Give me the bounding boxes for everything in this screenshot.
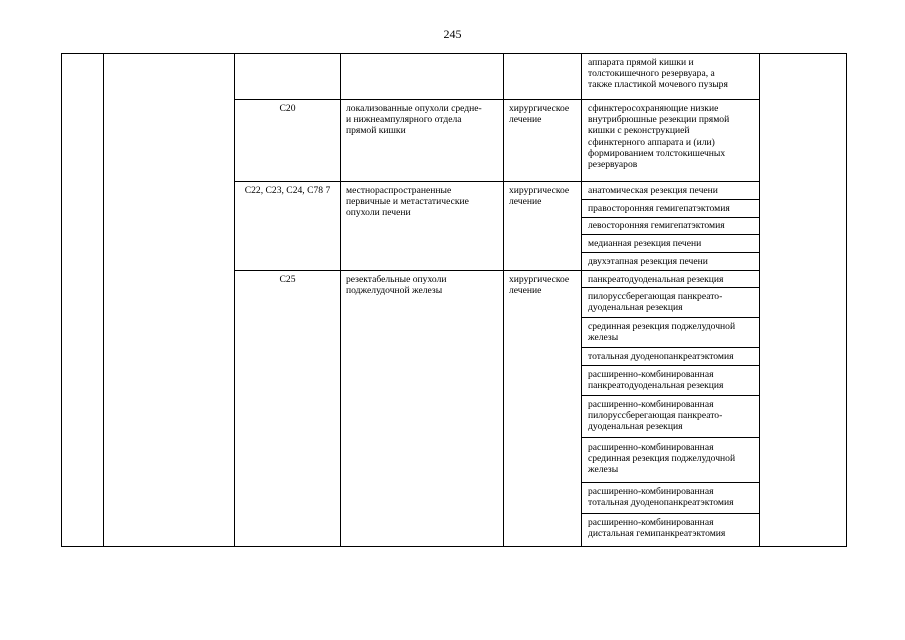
row-divider [234, 99, 760, 100]
diagnosis-code: C25 [279, 274, 296, 285]
procedure-item: левосторонняя гемигепатэктомия [588, 220, 725, 231]
table-border-bottom [61, 546, 847, 547]
procedure-divider [581, 513, 760, 514]
column-rule [581, 53, 582, 547]
patient-model: местнораспространенные первичные и метастатические опухоли печени [346, 185, 469, 219]
treatment-type: хирургическое лечение [509, 103, 570, 126]
treatment-type: хирургическое лечение [509, 185, 570, 208]
column-rule [340, 53, 341, 547]
procedure-divider [581, 437, 760, 438]
procedure-divider [581, 217, 760, 218]
table-border-left [61, 53, 62, 547]
procedure-item: анатомическая резекция печени [588, 185, 718, 196]
procedure-item: расширенно-комбинированная пилоруссберегающая панкреато- дуоденальная резекция [588, 399, 723, 433]
procedure-divider [581, 252, 760, 253]
procedure-divider [581, 365, 760, 366]
procedure-divider [581, 287, 760, 288]
procedure-item: тотальная дуоденопанкреатэктомия [588, 351, 734, 362]
table-border-top [61, 53, 847, 54]
procedure-item: двухэтапная резекция печени [588, 256, 708, 267]
treatment-type: хирургическое лечение [509, 274, 570, 297]
procedure-item: медианная резекция печени [588, 238, 702, 249]
procedure-divider [581, 482, 760, 483]
diagnosis-code: C20 [279, 103, 296, 114]
row-divider [234, 270, 760, 271]
patient-model: локализованные опухоли средне- и нижнеампулярного отдела прямой кишки [346, 103, 482, 137]
procedure-divider [581, 317, 760, 318]
procedure-item: расширенно-комбинированная панкреатодуоденальная резекция [588, 369, 724, 392]
procedure-item: расширенно-комбинированная срединная резекция поджелудочной железы [588, 442, 736, 476]
procedure-item: расширенно-комбинированная дистальная гемипанкреатэктомия [588, 517, 726, 540]
procedure-item: расширенно-комбинированная тотальная дуоденопанкреатэктомия [588, 486, 734, 509]
procedure-item: срединная резекция поджелудочной железы [588, 321, 736, 344]
procedure-item: пилоруссберегающая панкреато- дуоденальная резекция [588, 291, 723, 314]
page-number: 245 [443, 27, 462, 41]
row-divider [234, 181, 760, 182]
procedures-table [61, 53, 847, 547]
column-rule [103, 53, 104, 547]
procedure-item: панкреатодуоденальная резекция [588, 274, 724, 285]
procedure-divider [581, 395, 760, 396]
procedure-divider [581, 199, 760, 200]
table-border-right [846, 53, 847, 547]
procedure-item: правосторонняя гемигепатэктомия [588, 203, 730, 214]
procedure-divider [581, 347, 760, 348]
column-rule [234, 53, 235, 547]
procedure-divider [581, 234, 760, 235]
column-rule [759, 53, 760, 547]
patient-model: резектабельные опухоли поджелудочной железы [346, 274, 447, 297]
diagnosis-code: C22, C23, C24, C78 7 [244, 185, 331, 196]
procedure-item: сфинктеросохраняющие низкие внутрибрюшные резекции прямой кишки с реконструкцией сфинктерного аппарата и (или) формированием толстокишечных резервуаров [588, 103, 730, 171]
procedure-continuation: аппарата прямой кишки и толстокишечного резервуара, а также пластикой мочевого пузыря [588, 57, 728, 91]
